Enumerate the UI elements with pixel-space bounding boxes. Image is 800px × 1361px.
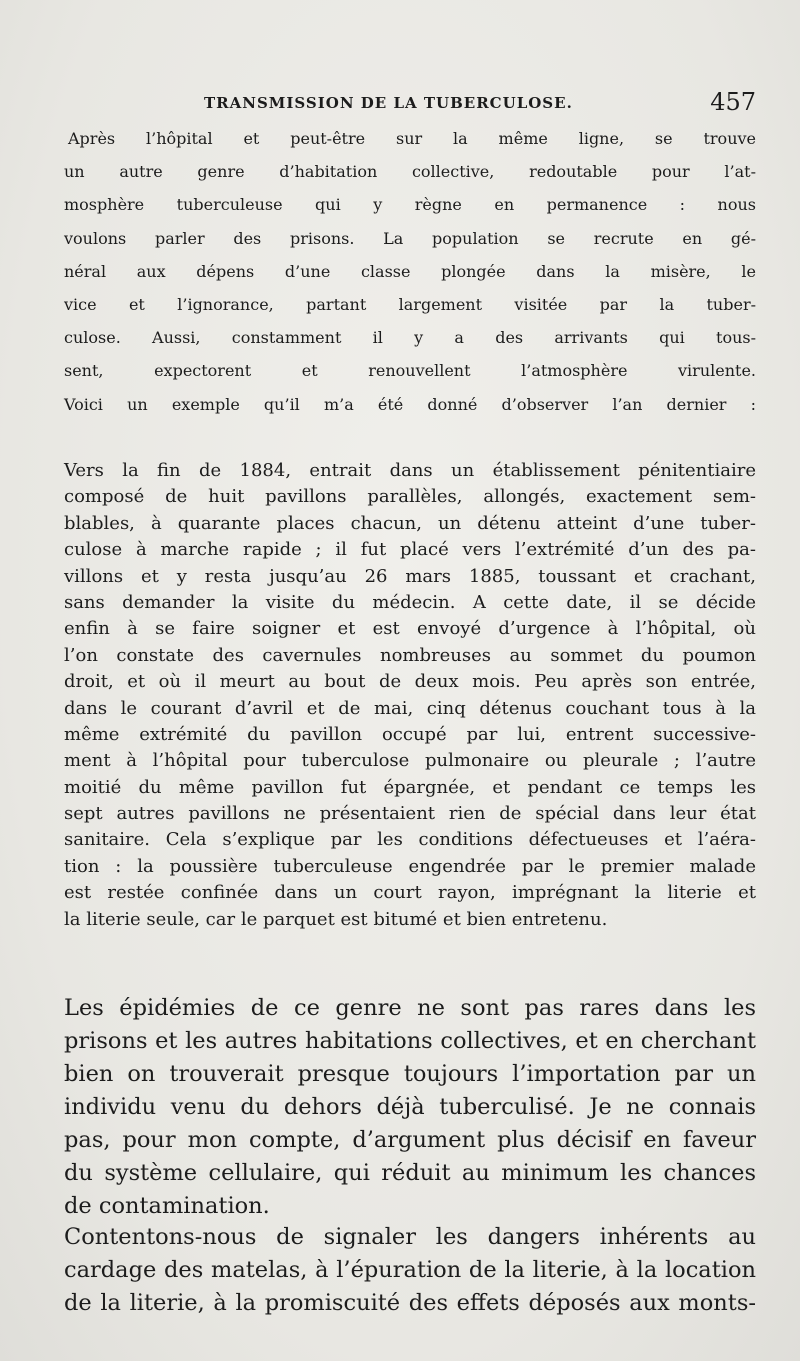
text-line: vice et l’ignorance, partant largement visitée par la tuber- <box>64 294 756 314</box>
quote-line: sanitaire. Cela s’explique par les conditions défectueuses et l’aéra- <box>64 829 756 851</box>
text-line: néral aux dépens d’une classe plongée dans la misère, le <box>64 261 756 281</box>
quote-line: droit, et où il meurt au bout de deux mois. Peu après son entrée, <box>64 671 756 693</box>
text-line: bien on trouverait presque toujours l’importation par un <box>64 1061 756 1087</box>
text-line: culose. Aussi, constamment il y a des arrivants qui tous- <box>64 328 756 348</box>
page-header <box>64 88 756 122</box>
quote-line: enfin à se faire soigner et est envoyé d’urgence à l’hôpital, où <box>64 618 756 640</box>
text-line: de la literie, à la promiscuité des effets déposés aux monts- <box>64 1290 756 1316</box>
text-line: cardage des matelas, à l’épuration de la literie, à la location <box>64 1257 756 1283</box>
text-line: individu venu du dehors déjà tuberculisé. Je ne connais <box>64 1094 756 1120</box>
paragraph-epidemics <box>64 992 756 1223</box>
running-title: TRANSMISSION DE LA TUBERCULOSE. <box>204 94 573 112</box>
quote-line: même extrémité du pavillon occupé par lui, entrent successive- <box>64 723 756 745</box>
text-line: Contentons-nous de signaler les dangers inhérents au <box>64 1224 756 1250</box>
text-line: mosphère tuberculeuse qui y règne en permanence : nous <box>64 195 756 215</box>
text-line: prisons et les autres habitations collectives, et en cherchant <box>64 1028 756 1054</box>
text-line: Voici un exemple qu’il m’a été donné d’observer l’an dernier : <box>64 394 756 414</box>
text-line: Les épidémies de ce genre ne sont pas rares dans les <box>64 995 756 1021</box>
quote-line: Vers la fin de 1884, entrait dans un établissement pénitentiaire <box>64 460 756 481</box>
quote-line: blables, à quarante places chacun, un détenu atteint d’une tuber- <box>64 512 756 534</box>
quote-line: tion : la poussière tuberculeuse engendrée par le premier malade <box>64 855 756 877</box>
quote-line: villons et y resta jusqu’au 26 mars 1885, toussant et crachant, <box>64 565 756 587</box>
quote-line: est restée confinée dans un court rayon, imprégnant la literie et <box>64 882 756 904</box>
quote-line: moitié du même pavillon fut épargnée, et pendant ce temps les <box>64 776 756 798</box>
quote-line: l’on constate des cavernules nombreuses au sommet du poumon <box>64 644 756 666</box>
text-line: voulons parler des prisons. La population se recrute en gé- <box>64 228 756 248</box>
quote-line: la literie seule, car le parquet est bitumé et bien entretenu. <box>64 908 608 930</box>
quote-line: ment à l’hôpital pour tuberculose pulmonaire ou pleurale ; l’autre <box>64 750 756 772</box>
text-line: sent, expectorent et renouvellent l’atmosphère virulente. <box>64 361 756 381</box>
quote-line: composé de huit pavillons parallèles, allongés, exactement sem- <box>64 486 756 508</box>
quote-line: culose à marche rapide ; il fut placé vers l’extrémité d’un des pa- <box>64 539 756 561</box>
case-observation <box>64 458 756 933</box>
paragraph-prisons <box>64 129 756 428</box>
text-line: du système cellulaire, qui réduit au minimum les chances <box>64 1160 756 1186</box>
quote-line: dans le courant d’avril et de mai, cinq détenus couchant tous à la <box>64 697 756 719</box>
text-line: de contamination. <box>64 1193 270 1219</box>
quote-line: sans demander la visite du médecin. A cette date, il se décide <box>64 591 756 613</box>
text-line: pas, pour mon compte, d’argument plus décisif en faveur <box>64 1127 756 1153</box>
text-line: Après l’hôpital et peut-être sur la même ligne, se trouve <box>68 129 756 148</box>
quote-line: sept autres pavillons ne présentaient rien de spécial dans leur état <box>64 803 756 825</box>
paragraph-bedding <box>64 1221 756 1320</box>
page-number: 457 <box>710 88 756 116</box>
text-line: un autre genre d’habitation collective, redoutable pour l’at- <box>64 162 756 182</box>
